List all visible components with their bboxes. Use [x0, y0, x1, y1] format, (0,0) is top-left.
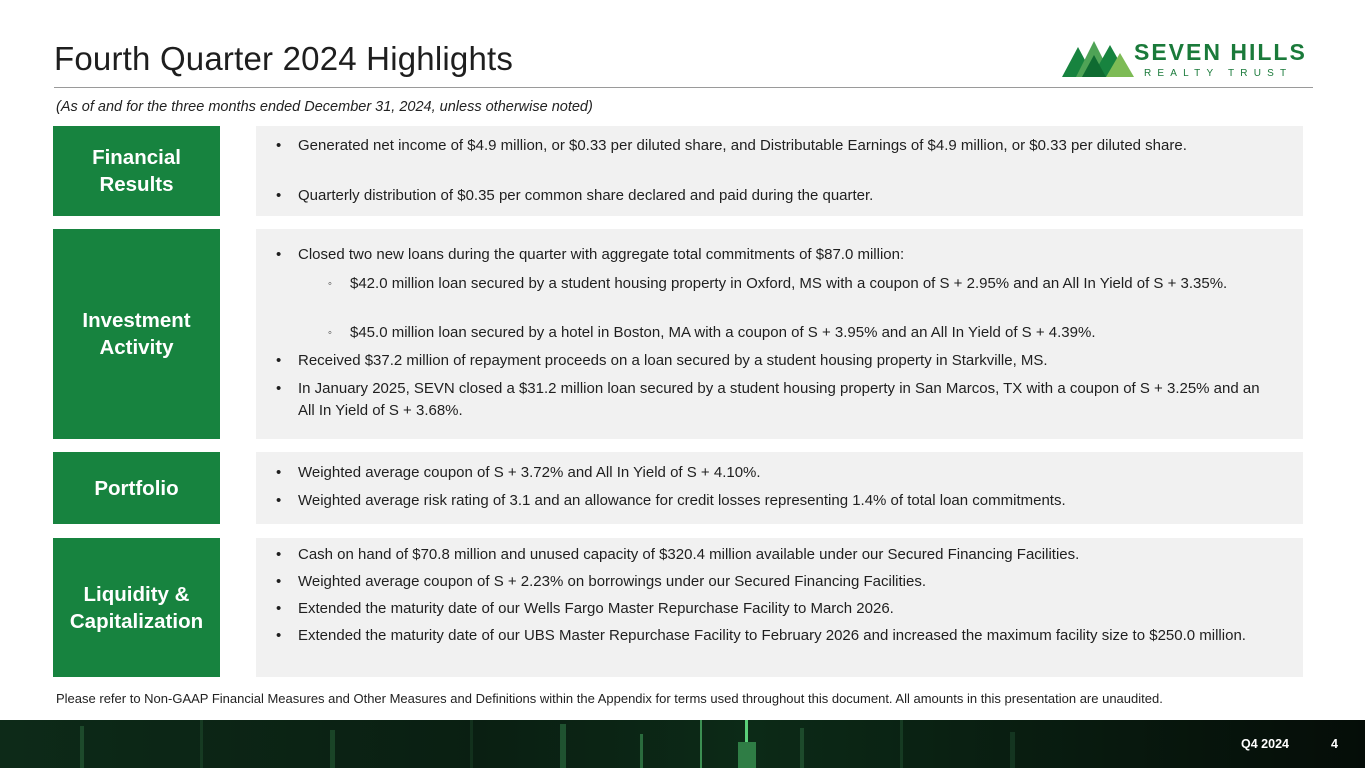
bullet-icon: •	[276, 187, 282, 204]
bullet-text: Weighted average coupon of S + 2.23% on borrowings under our Secured Financing Facilities.	[298, 573, 927, 590]
title-divider	[54, 87, 1313, 88]
bullet-text: Extended the maturity date of our Wells Fargo Master Repurchase Facility to March 2026.	[298, 600, 894, 617]
bullet-text: Received $37.2 million of repayment proceeds on a loan secured by a student housing property in Starkville, MS.	[298, 352, 1048, 369]
page-subtitle: (As of and for the three months ended December 31, 2024, unless otherwise noted)	[56, 99, 593, 115]
section-label	[53, 229, 220, 439]
bullet-icon: •	[276, 137, 282, 154]
bullet-text: Weighted average risk rating of 3.1 and an allowance for credit losses representing 1.4% of total loan commitments.	[298, 492, 1066, 509]
section-investment-activity	[53, 229, 1303, 439]
section-content	[256, 229, 1303, 439]
mountains-logo-icon	[1062, 39, 1134, 79]
label-line-1: Portfolio	[94, 476, 179, 500]
section-label	[53, 538, 220, 677]
bullet-icon: •	[276, 464, 282, 481]
label-line-2: Activity	[99, 336, 174, 359]
footer-quarter: Q4 2024	[1241, 737, 1289, 751]
bullet-icon: •	[276, 573, 282, 590]
bullet-text: Weighted average coupon of S + 3.72% and All In Yield of S + 4.10%.	[298, 464, 761, 481]
section-portfolio	[53, 452, 1303, 524]
list-item	[256, 135, 1303, 179]
logo-name: SEVEN HILLS	[1134, 39, 1307, 65]
bullet-icon: •	[276, 380, 282, 397]
page-number: 4	[1331, 737, 1338, 751]
label-line-1: Financial	[92, 146, 181, 169]
bullet-text: $45.0 million loan secured by a hotel in Boston, MA with a coupon of S + 3.95% and an All In Yield of S + 4.39%.	[350, 324, 1096, 341]
bullet-icon: •	[276, 492, 282, 509]
section-label	[53, 452, 220, 524]
bullet-text: Cash on hand of $70.8 million and unused capacity of $320.4 million available under our Secured Financing Facilities.	[298, 546, 1080, 563]
label-line-1: Liquidity &	[83, 582, 190, 606]
section-label	[53, 126, 220, 216]
bullet-icon: •	[276, 352, 282, 369]
section-content	[256, 538, 1303, 677]
section-liquidity-capitalization	[53, 538, 1303, 677]
footer-background-graphic	[0, 720, 1365, 768]
bullet-text: In January 2025, SEVN closed a $31.2 million loan secured by a student housing property in San Marcos, TX with a coupon of S + 3.25% and an All In Yield of S + 3.68%.	[298, 380, 1260, 419]
bullet-text: Closed two new loans during the quarter with aggregate total commitments of $87.0 million:	[298, 246, 905, 263]
footer-bar	[0, 720, 1365, 768]
list-item	[256, 185, 1303, 207]
bullet-icon: •	[276, 546, 282, 563]
footnote: Please refer to Non-GAAP Financial Measures and Other Measures and Definitions within the Appendix for terms used throughout this document. All amounts in this presentation are unaudited.	[56, 691, 1163, 706]
sub-bullet-icon: ◦	[328, 327, 332, 339]
label-line-2: Capitalization	[69, 609, 204, 633]
bullet-text: Generated net income of $4.9 million, or $0.33 per diluted share, and Distributable Earnings of $4.9 million, or $0.33 per diluted share.	[298, 137, 1187, 154]
bullet-icon: •	[276, 600, 282, 617]
bullet-text: Extended the maturity date of our UBS Master Repurchase Facility to February 2026 and increased the maximum facility size to $250.0 million.	[298, 627, 1246, 644]
bullet-text: $42.0 million loan secured by a student housing property in Oxford, MS with a coupon of S + 2.95% and an All In Yield of S + 3.35%.	[350, 275, 1228, 292]
label-line-2: Results	[99, 173, 174, 196]
bullet-icon: •	[276, 246, 282, 263]
section-financial-results	[53, 126, 1303, 216]
page-title: Fourth Quarter 2024 Highlights	[54, 40, 514, 77]
bullet-text: Quarterly distribution of $0.35 per common share declared and paid during the quarter.	[298, 187, 874, 204]
bullet-icon: •	[276, 627, 282, 644]
section-content	[256, 452, 1303, 524]
label-line-1: Investment	[82, 309, 191, 332]
sub-bullet-icon: ◦	[328, 278, 332, 290]
section-content	[256, 126, 1303, 216]
logo-subtitle: REALTY TRUST	[1144, 68, 1293, 79]
company-logo	[1062, 39, 1317, 81]
